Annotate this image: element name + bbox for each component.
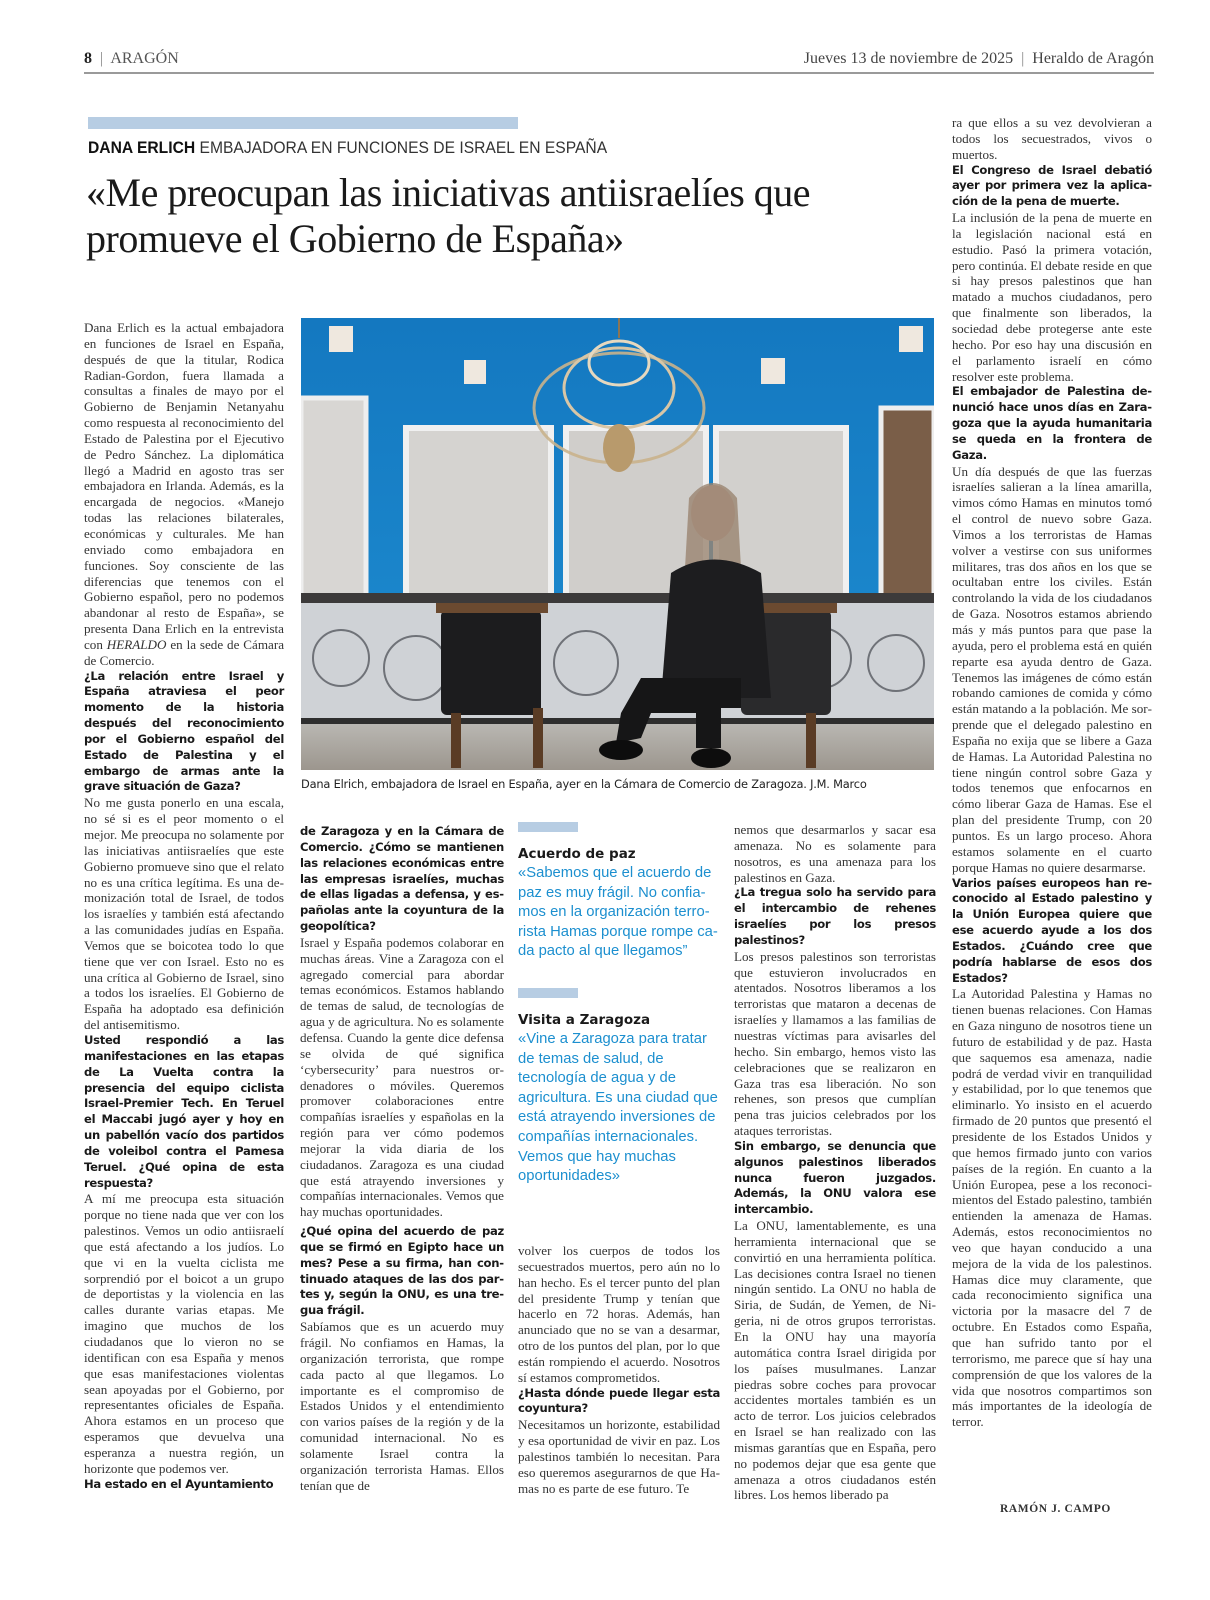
header-rule xyxy=(84,72,1154,74)
folio-separator-right: | xyxy=(1021,50,1025,67)
photo-caption: Dana Elrich, embajadora de Israel en España, ayer en la Cámara de Comercio de Zaragoza. J.M. Marco xyxy=(301,777,867,791)
page-number: 8 xyxy=(84,50,92,67)
issue-date: Jueves 13 de noviembre de 2025 xyxy=(803,50,1014,67)
pullquote-title: Acuerdo de paz xyxy=(518,846,636,862)
headline: «Me preocupan las iniciativas antiisraelíes que promueve el Gobierno de España» xyxy=(86,170,811,261)
pullquote-zaragoza xyxy=(518,988,723,1187)
article-column-3 xyxy=(518,1243,720,1497)
question: El embajador de Palestina denunció hace unos días en Zaragoza que la ayuda humanitaria se queda en la frontera de Gaza. xyxy=(952,384,1152,462)
question: Varios países europeos han reconocido al Estado palestino y la Unión Europea quiere que ese acuerdo ayude a los dos Estados. ¿Cuándo cree que podría hablarse de esos dos Estados? xyxy=(952,875,1152,985)
author-signature: RAMÓN J. CAMPO xyxy=(1000,1503,1111,1515)
publication-name: Heraldo de Aragón xyxy=(1032,50,1154,67)
question: de Zaragoza y en la Cámara de Comercio. ¿Cómo se mantienen las relaciones económicas entre las empresas israelíes, muchas de ellas ligadas a defensa, y españolas ante la coyuntura de la geopolítica? xyxy=(300,824,504,934)
question: Usted respondió a las manifestaciones en las etapas de La Vuelta contra la presencia del equipo ciclista Israel-Premier Tech. En Teruel el Maccabi jugó ayer y hoy en un pabellón vacío dos partidos de voleibol contra el Pamesa Teruel. ¿Qué opina de esta respuesta? xyxy=(84,1032,284,1190)
section-name: ARAGÓN xyxy=(110,50,179,67)
answer: Un día después de que las fuerzas israelíes salieran a la línea amarilla, vimos cómo Hamas en minutos tomó el control de nuevo sobre Gaza. Vimos a los terroristas de Hamas volver a vestirse con sus uniformes militares, tras dos años en los que se ocultaban entre los civiles. Están controlando la vida de los ciudadanos de Gaza. Nosotros estamos abriendo más y más puntos para que pase la ayuda, pero el problema está en quién reparte esa ayuda dentro de Gaza. Tenemos las imágenes de cómo están robando camiones de comida y cómo están matando a la población. Me sorprende que el delegado palestino en España no exija que se libere a Gaza de Hamas. La Autoridad Palestina no tiene ningún control sobre Gaza y todos tenemos que enfocarnos en cómo liberar Gaza de Hamas. Ese el plan del presidente Trump, con 20 puntos. Es un largo proceso. Ahora estamos solamente en el cuarto porque Hamas no quiere desarmarse. xyxy=(952,463,1152,875)
question: Sin embargo, se denuncia que algunos palestinos liberados nunca fueron juzgados. Además, la ONU valora ese intercambio. xyxy=(734,1138,936,1217)
answer: Sabíamos que es un acuerdo muy frágil. No confiamos en Hamas, la organización terrorista, que rompe cada pacto al que llegamos. Lo importante es el compromiso de Estados Unidos y el entendimiento con varios países de la región y de la comunidad internacional. No es solamente Israel contra la organización terrorista Hamas. Ellos tenían que de xyxy=(300,1319,504,1493)
intro-paragraph xyxy=(84,320,284,669)
question: Ha estado en el Ayuntamiento xyxy=(84,1476,274,1491)
pullquote-title: Visita a Zaragoza xyxy=(518,1012,651,1028)
answer: A mí me preocupa esta situación porque no tiene nada que ver con los palestinos. Vemos un odio antiisraelí que está afectando a los judíos. Lo que vi en la vuelta ciclista me sorprendió por el boicot a un grupo de deportistas y la violencia en las calles durante varias etapas. Me imagino que muchos de los ciudadanos que lo vieron no se identifican con esa España y menos que esas manifestaciones violentas sean apoyadas por el Gobierno, por representantes oficiales de España. Ahora estamos en un proceso que esperamos que devuelva una esperanza a nuestra región, un horizonte que podemos ver. xyxy=(84,1191,284,1476)
answer: Israel y España podemos colaborar en muchas áreas. Vine a Zaragoza con el agregado comercial para abordar temas económicos. Estamos hablando de temas de salud, de tecnologías de agua y de agricultura. No es solamente defensa. Cuando la gente dice defensa se olvida de qué significa ‘cybersecurity’ para nuestros ordenadores o móviles. Queremos promover colaboraciones entre compañías israelíes y españolas en la región para ver cómo podemos mejorar la vida diaria de los ciudadanos. Zaragoza es una ciudad que está atrayendo inversiones y compañías internacionales. Vemos que hay muchas oportunidades. xyxy=(300,934,504,1220)
answer: La inclusión de la pena de muerte en la legislación nacional está en estudio. Pasó la primera votación, pero continúa. El debate reside en que si hay presos palestinos que han matado a muchos ciudadanos, pero que finalmente son liberados, la sociedad debe protegerse ante este hecho. Por eso hay una discusión en el parlamento israelí en cómo resolver este problema. xyxy=(952,210,1152,384)
article-column-5 xyxy=(952,115,1152,1430)
heraldo-italic: HERALDO xyxy=(106,636,167,652)
question: ¿La tregua solo ha servido para el intercambio de rehenes israelíes por los presos palestinos? xyxy=(734,885,936,947)
pullquote-bar xyxy=(518,988,578,998)
interviewee-name: DANA ERLICH xyxy=(88,138,196,157)
intro-text-end: en la sede de Cámara de Comercio. xyxy=(84,636,284,668)
article-column-4 xyxy=(734,822,936,1503)
pullquote-text: «Sabemos que el acuerdo de paz es muy frágil. No confiamos en la organización terrorista Hamas porque rompe cada pacto al que llegamos” xyxy=(518,865,718,960)
answer: nemos que desarmarlos y sacar esa amenaza. No es solamente para nosotros, es una amenaza para los palestinos en Gaza. xyxy=(734,822,936,885)
issue-info xyxy=(804,50,1154,68)
photo-illustration xyxy=(301,318,934,770)
answer: La Autoridad Palestina y Hamas no tienen buenas relaciones. Con Hamas en Gaza ninguno de nosotros tiene un futuro de estabilidad y de paz. Hasta que saquemos esa amenaza, nadie podrá de verdad vivir en tranquilidad y estabilidad, por lo que tenemos que eliminarlo. Yo insisto en el acuerdo firmado de 20 puntos que presentó el presidente de los Estados Unidos y que hemos firmado junto con varios países de la región. En cuanto a la Unión Europea, pese a los reconocimientos del Estado palestino, también entienden la amenaza de Hamas. Además, estos reconocimientos no veo que hayan conducido a una mejora de la vida de los palestinos. Hamas dice muy claramente, que cada reconocimiento significa una victoria por la masacre del 7 de octubre. En Estados como España, que han sufrido tanto por el terrorismo, me parece que sí hay una comprensión de que los valores de la vida que nosotros compartimos son más importantes de la ideología de terror. xyxy=(952,986,1152,1430)
article-column-2 xyxy=(300,824,504,1493)
interviewee-role: EMBAJADORA EN FUNCIONES DE ISRAEL EN ESPAÑA xyxy=(199,138,608,157)
question: ¿Hasta dónde puede llegar esta coyuntura? xyxy=(518,1385,720,1416)
answer: Los presos palestinos son terroristas que estuvieron involucrados en atentados. Nosotros liberamos a los terroristas que mataron a decenas de israelíes y llamamos a las familias de nuestras víctimas para avisarles del hecho. Sin embargo, hemos visto las celebraciones que se realizaron en Gaza tras esa liberación. No son rehenes, son presos que cumplían pena tras juicios celebrados por los ataques terroristas. xyxy=(734,948,936,1139)
byline xyxy=(88,138,607,158)
question: ¿La relación entre Israel y España atraviesa el peor momento de la historia después del reconocimiento por el Gobierno español del Estado de Palestina y el embargo de armas ante la grave situación de Gaza? xyxy=(84,668,284,794)
answer: No me gusta ponerlo en una escala, no sé si es el peor momento o el mejor. Me preocupa no solamente por las iniciativas antiisraelíes que este Gobierno promueve sino que el relato no es una crítica legítima. Es una demonización total de Israel, de todos los israelíes y también está afectando a las comunidades judías en España. Vemos que se boicotea todo lo que tiene que ver con Israel. Esto no es una crítica al Gobierno de Israel, sino a todos los israelíes. El Gobierno de España ha adoptado esa definición del antisemitismo. xyxy=(84,795,284,1033)
pullquote-peace xyxy=(518,822,723,962)
answer: La ONU, lamentablemente, es una herramienta internacional que se convirtió en una herramienta política. Las decisiones contra Israel no tienen ningún sentido. La ONU no habla de Siria, de Sudán, de Yemen, de Nigeria, ni de otros grupos terroristas. En la ONU hay una mayoría automática contra Israel dirigida por los países musulmanes. Lanzar piedras sobre coches para provocar accidentes mortales también es un acto de terror. Los juicios celebrados en Israel se han realizado con las mismas garantías que en España, pero no podemos dejar que esa gente que amenaza a otros ciudadanos estén libres. Los hemos liberado pa xyxy=(734,1218,936,1503)
pullquote-text: «Vine a Zaragoza para tratar de temas de salud, de tecnología de agua y de agricultura. Es una ciudad que está atrayendo inversiones de compañías internacionales. Vemos que hay muchas oportunidades» xyxy=(518,1031,718,1185)
answer: Necesitamos un horizonte, estabilidad y esa oportunidad de vivir en paz. Los palestinos también lo necesitan. Para eso queremos asegurarnos de que Hamas no es parte de ese futuro. Te xyxy=(518,1417,720,1496)
intro-text: Dana Erlich es la actual embajadora en funciones de Israel en España, después de que la titular, Rodica Radian-Gordon, fuera llamada a consultas a finales de mayo por el Gobierno de Benjamin Netanyahu como respuesta al reconocimiento del Estado de Palestina por el Ejecutivo de Pedro Sánchez. La diplomática llegó a Madrid en agosto tras ser embajadora en Irlanda. Además, es la encargada de negocios. «Manejo todas las relaciones bilaterales, económicas y culturales. Me han enviado como embajadora en funciones. Soy consciente de las diferencias que tenemos con el Gobierno español, pero no podemos abandonar al resto de España», se presenta Dana Erlich en la entrevista con xyxy=(84,320,284,652)
answer: ra que ellos a su vez devolvieran a todos los secuestrados, vivos o muertos. xyxy=(952,115,1152,162)
kicker-bar xyxy=(88,117,518,129)
page-folio xyxy=(84,50,179,68)
folio-separator: | xyxy=(100,50,104,67)
article-column-1 xyxy=(84,320,284,1492)
pullquote-bar xyxy=(518,822,578,832)
question: ¿Qué opina del acuerdo de paz que se firmó en Egipto hace un mes? Pese a su firma, han continuado ataques de las dos partes y, según la ONU, es una tregua frágil. xyxy=(300,1224,504,1318)
question: El Congreso de Israel debatió ayer por primera vez la aplicación de la pena de muerte. xyxy=(952,162,1152,209)
photo-dana-erlich xyxy=(301,318,934,770)
answer: volver los cuerpos de todos los secuestrados muertos, pero aún no lo han hecho. Es el tercer punto del plan del presidente Trump y tenían que hacerlo en 72 horas. Además, han anunciado que no se van a desarmar, otro de los puntos del plan, por lo que están rompiendo el acuerdo. Nosotros sí estamos comprometidos. xyxy=(518,1243,720,1385)
